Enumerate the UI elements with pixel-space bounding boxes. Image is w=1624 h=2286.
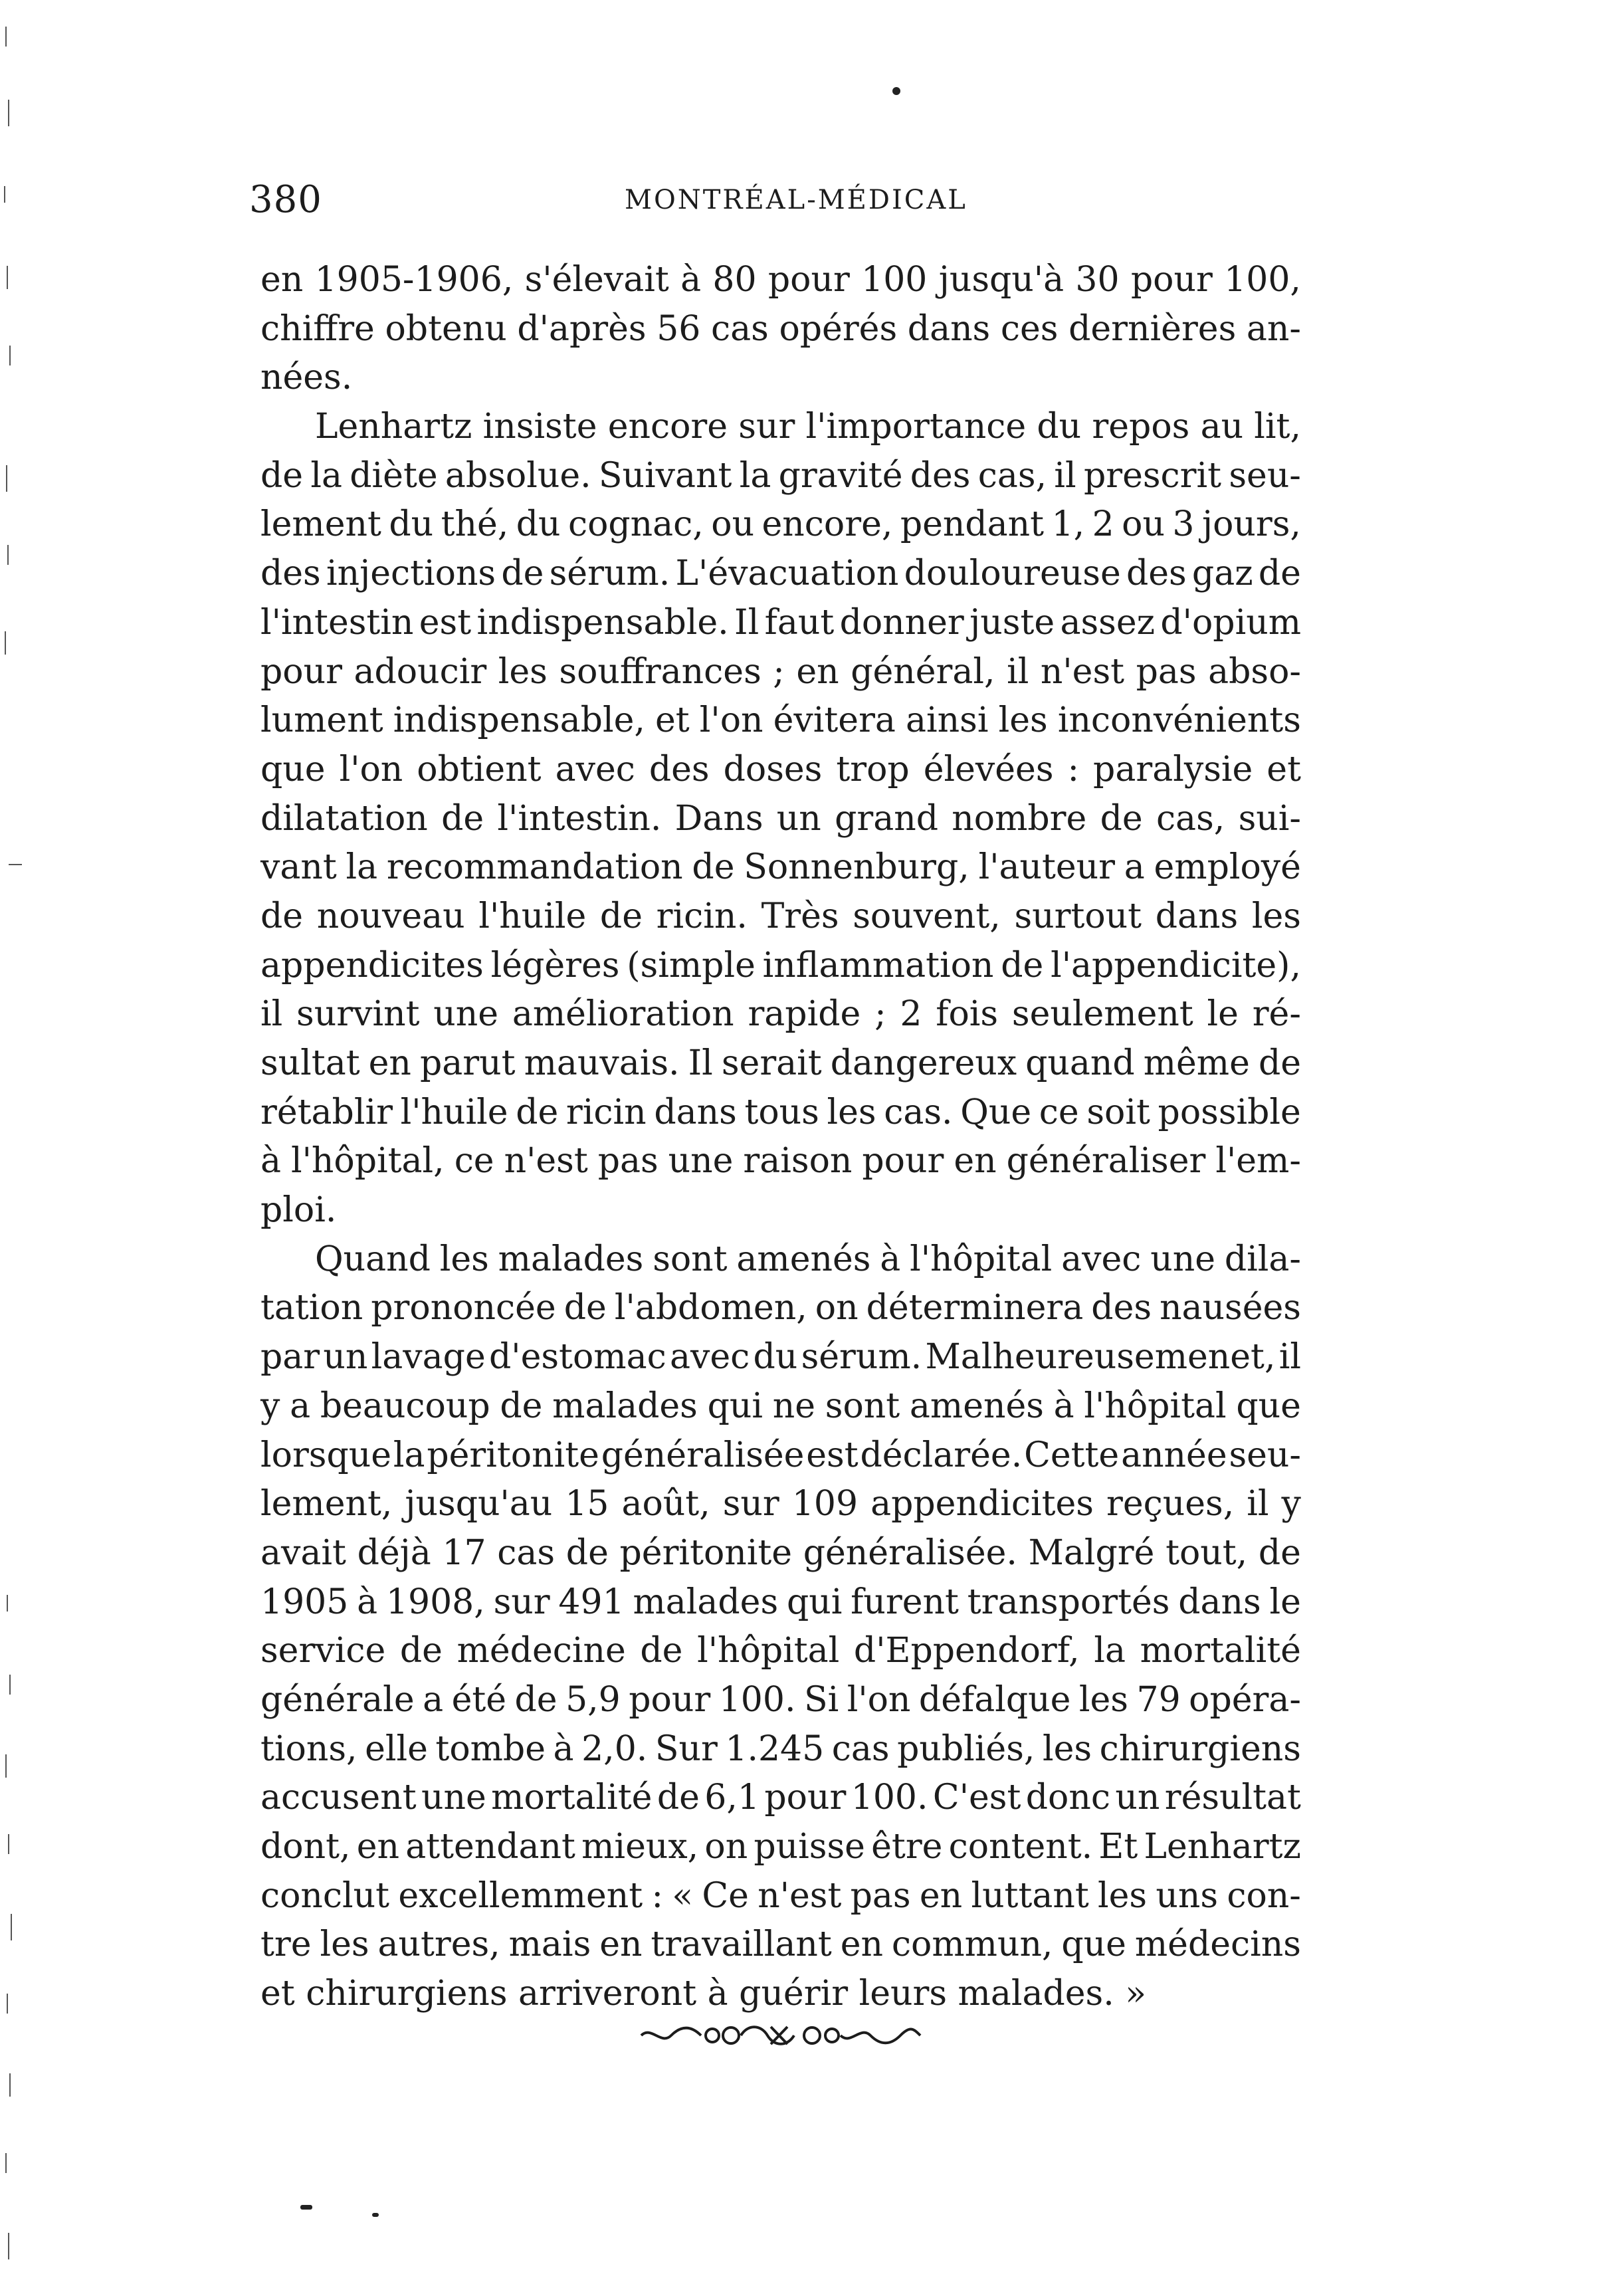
text-line: de nouveau l'huile de ricin. Très souvent, surtout dans les	[260, 896, 1301, 936]
ink-speck	[300, 2205, 312, 2210]
text-line: y a beaucoup de malades qui ne sont amenés à l'hôpital que	[260, 1386, 1301, 1426]
article-body	[260, 256, 1301, 2019]
text-line: que l'on obtient avec des doses trop élevées : paralysie et	[260, 749, 1301, 789]
text-line: lument indispensable, et l'on évitera ainsi les inconvénients	[260, 700, 1301, 741]
text-line: rétablir l'huile de ricin dans tous les cas. Que ce soit possible	[260, 1092, 1301, 1132]
text-line: des injections de sérum. L'évacuation douloureuse des gaz de	[260, 554, 1301, 594]
text-line: service de médecine de l'hôpital d'Eppendorf, la mortalité	[260, 1631, 1301, 1671]
text-line: Quand les malades sont amenés à l'hôpital avec une dila-	[315, 1239, 1301, 1279]
text-line: il survint une amélioration rapide ; 2 fois seulement le ré-	[260, 994, 1301, 1035]
text-line: chiffre obtenu d'après 56 cas opérés dans ces dernières an-	[260, 308, 1301, 349]
text-line: dont, en attendant mieux, on puisse être content. Et Lenhartz	[260, 1827, 1301, 1867]
text-line: tation prononcée de l'abdomen, on déterminera des nausées	[260, 1288, 1301, 1328]
text-line: tions, elle tombe à 2,0. Sur 1.245 cas publiés, les chirurgiens	[260, 1728, 1301, 1769]
text-line: lement, jusqu'au 15 août, sur 109 appendicites reçues, il y	[260, 1484, 1301, 1524]
text-line: accusent une mortalité de 6,1 pour 100. C'est donc un résultat	[260, 1778, 1301, 1818]
text-line: lement du thé, du cognac, ou encore, pendant 1, 2 ou 3 jours,	[260, 504, 1301, 545]
text-line: pour adoucir les souffrances ; en général, il n'est pas abso-	[260, 651, 1301, 692]
page-number: 380	[249, 178, 322, 221]
text-line: lorsque la péritonite généralisée est déclarée. Cette année seu-	[260, 1435, 1301, 1475]
text-line: l'intestin est indispensable. Il faut donner juste assez d'opium	[260, 602, 1301, 643]
ink-speck	[892, 87, 900, 95]
text-line: Lenhartz insiste encore sur l'importance du repos au lit,	[315, 407, 1301, 447]
scan-edge-specks	[0, 0, 60, 2286]
text-line: 1905 à 1908, sur 491 malades qui furent transportés dans le	[260, 1582, 1301, 1622]
text-line: et chirurgiens arriveront à guérir leurs malades. »	[260, 1974, 1147, 2014]
text-line: en 1905-1906, s'élevait à 80 pour 100 jusqu'à 30 pour 100,	[260, 260, 1301, 300]
text-line: avait déjà 17 cas de péritonite généralisée. Malgré tout, de	[260, 1532, 1301, 1573]
text-line: sultat en parut mauvais. Il serait dangereux quand même de	[260, 1043, 1301, 1083]
text-line: nées.	[260, 358, 353, 398]
running-title: MONTRÉAL-MÉDICAL	[625, 185, 967, 215]
ink-speck	[372, 2213, 379, 2217]
text-line: tre les autres, mais en travaillant en commun, que médecins	[260, 1924, 1301, 1965]
text-line: de la diète absolue. Suivant la gravité des cas, il prescrit seu-	[260, 455, 1301, 496]
fleuron-divider-icon	[638, 2019, 924, 2052]
text-line: appendicites légères (simple inflammation de l'appendicite),	[260, 945, 1301, 986]
text-line: par un lavage d'estomac avec du sérum. Malheureusemenet, il	[260, 1337, 1301, 1378]
text-line: générale a été de 5,9 pour 100. Si l'on défalque les 79 opéra-	[260, 1679, 1301, 1720]
text-line: vant la recommandation de Sonnenburg, l'auteur a employé	[260, 847, 1301, 888]
text-line: conclut excellemment : « Ce n'est pas en luttant les uns con-	[260, 1875, 1301, 1916]
text-line: à l'hôpital, ce n'est pas une raison pour en généraliser l'em-	[260, 1141, 1301, 1182]
text-line: dilatation de l'intestin. Dans un grand nombre de cas, sui-	[260, 798, 1301, 839]
text-line: ploi.	[260, 1190, 337, 1231]
